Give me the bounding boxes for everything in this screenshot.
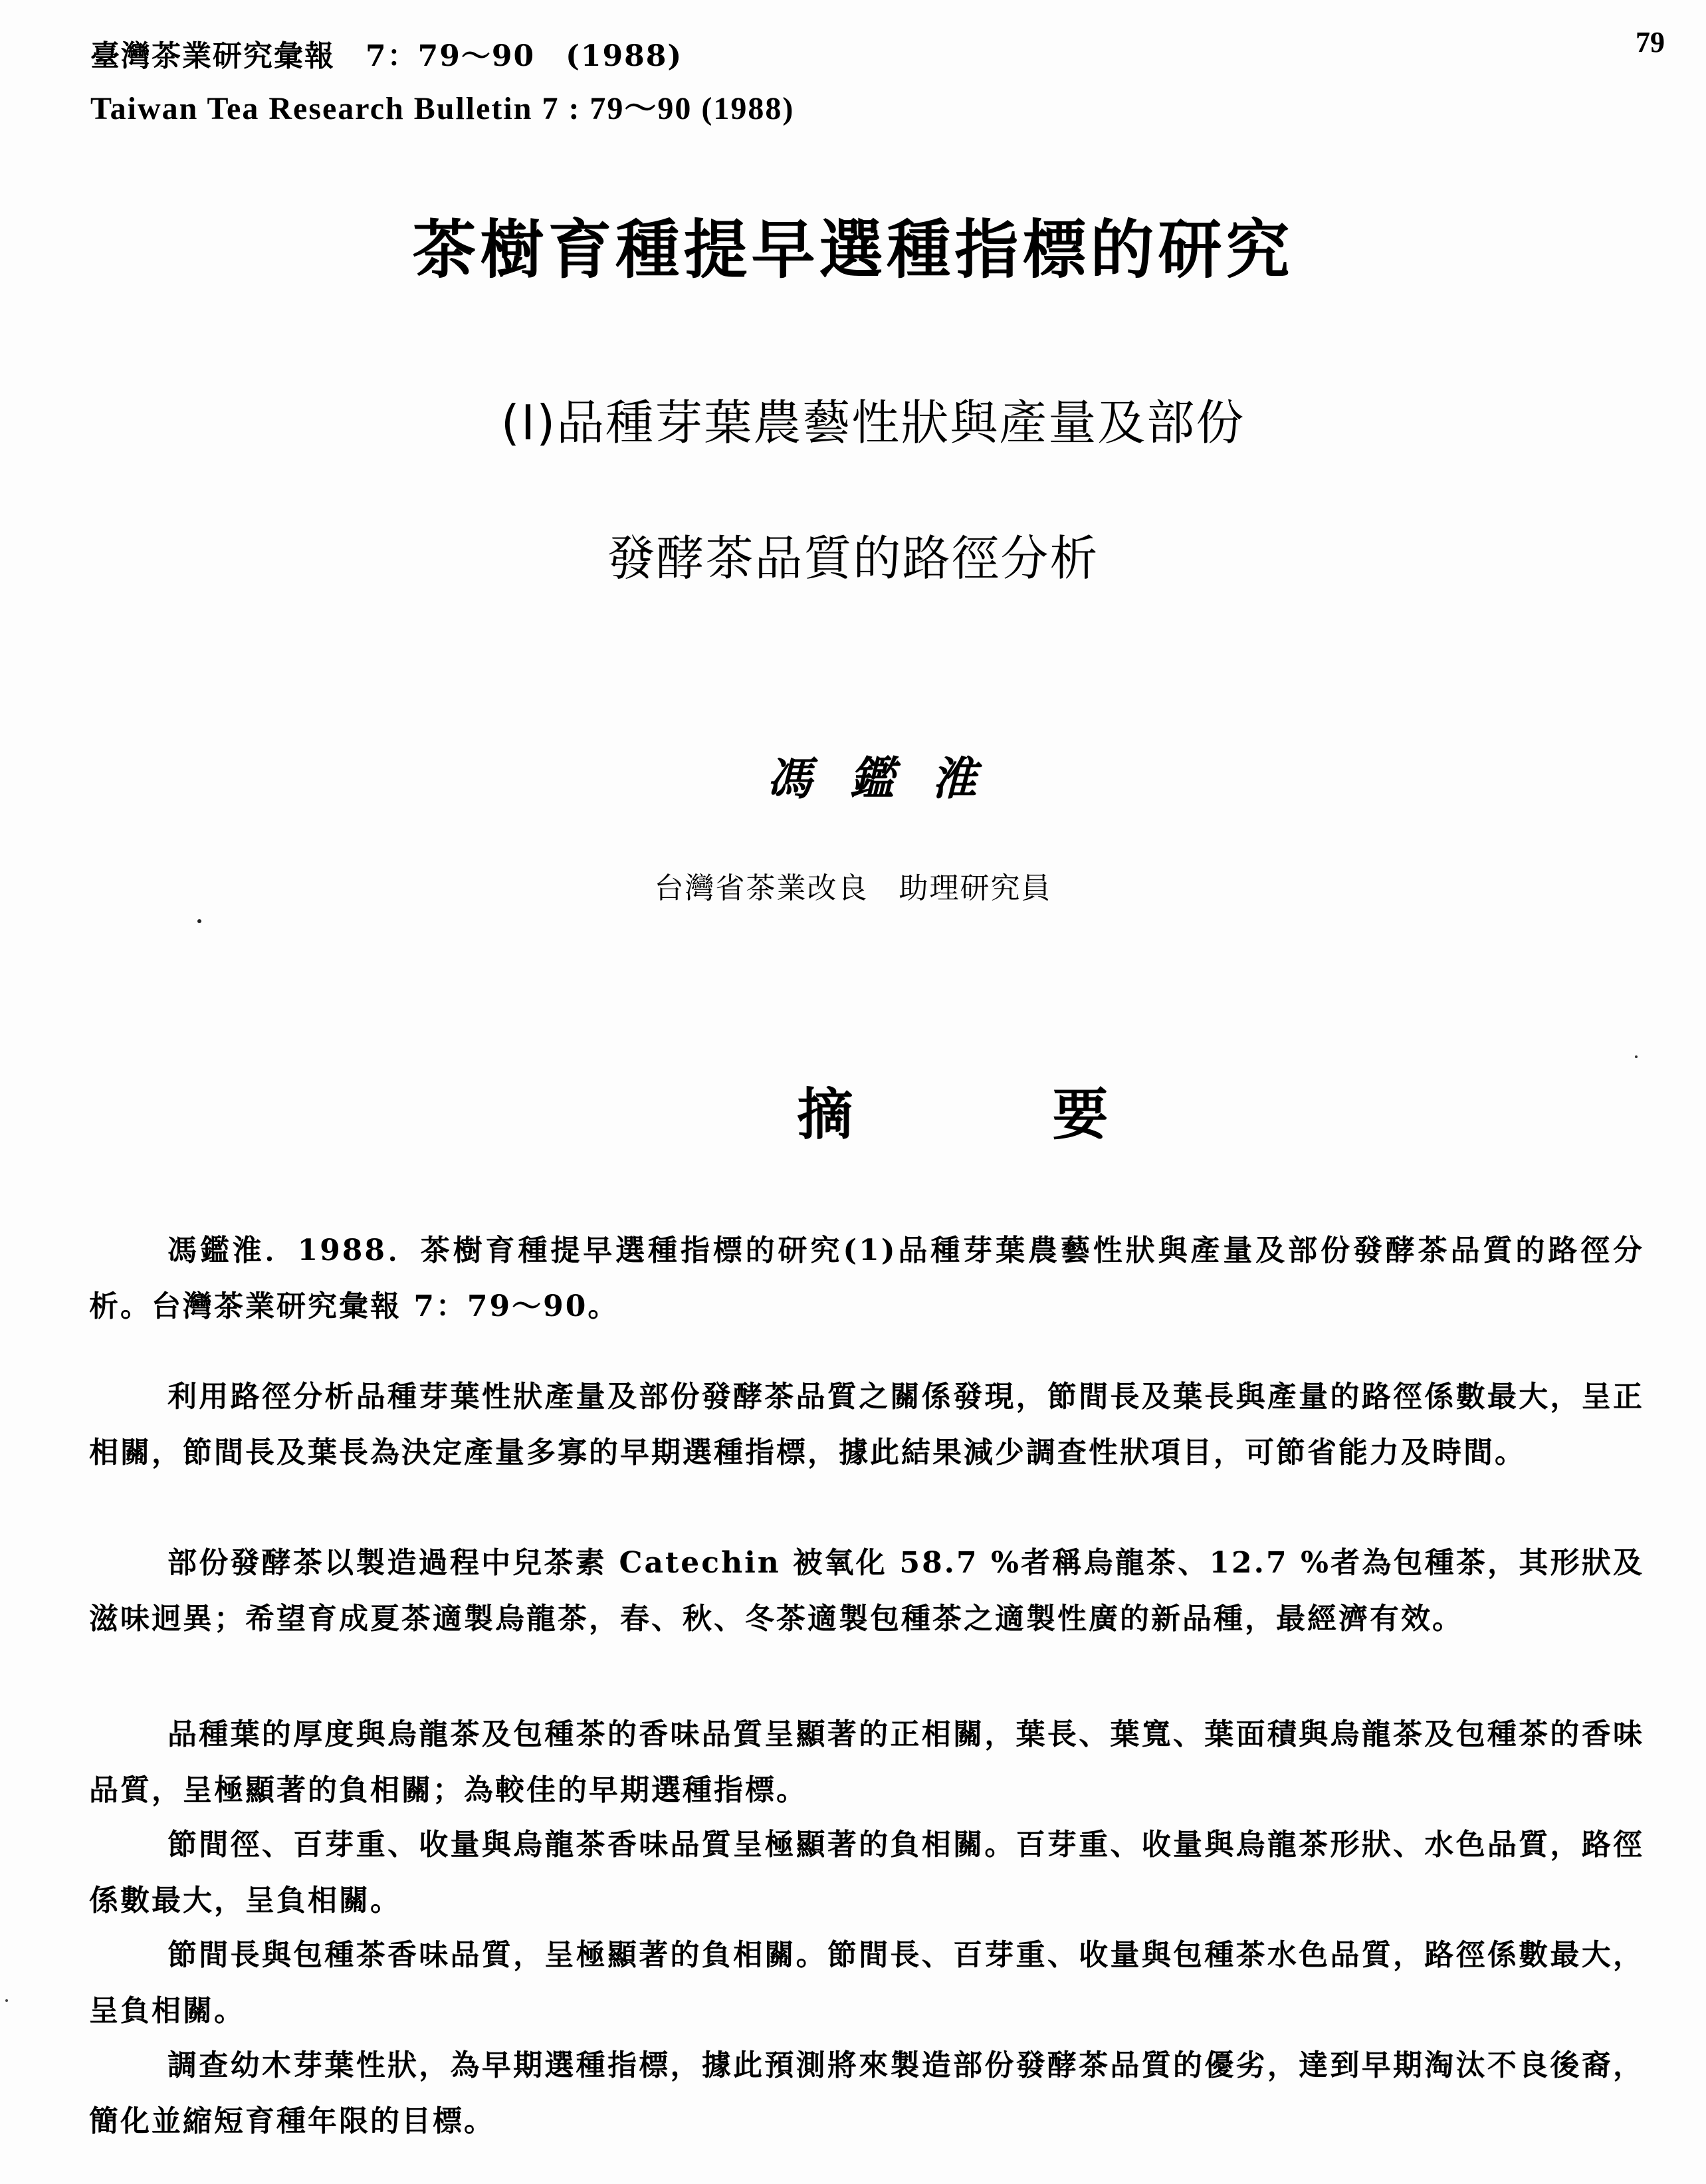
scan-speck bbox=[1635, 1055, 1638, 1058]
author-name: 馮鑑淮 bbox=[766, 752, 1014, 806]
paragraph-text: 節間徑、百芽重、收量與烏龍茶香味品質呈極顯著的負相關。百芽重、收量與烏龍茶形狀、水色品質，路徑係數最大，呈負相關。 bbox=[89, 1828, 1644, 1917]
journal-header-english: Taiwan Tea Research Bulletin 7 : 79～90 (1988) bbox=[90, 91, 795, 126]
citation-text: 馮鑑淮．1988．茶樹育種提早選種指標的研究(1)品種芽葉農藝性狀與產量及部份發酵茶品質的路徑分析。台灣茶業研究彙報 7：79～90。 bbox=[89, 1234, 1644, 1323]
paragraph-text: 調查幼木芽葉性狀，為早期選種指標，據此預測將來製造部份發酵茶品質的優劣，達到早期淘汰不良後裔，簡化並縮短育種年限的目標。 bbox=[89, 2048, 1644, 2138]
paragraph-text: 節間長與包種茶香味品質，呈極顯著的負相關。節間長、百芽重、收量與包種茶水色品質，路徑係數最大，呈負相關。 bbox=[89, 1938, 1644, 2028]
journal-header-chinese: 臺灣茶業研究彙報 7：79～90 (1988) bbox=[90, 39, 683, 73]
paragraph-text: 利用路徑分析品種芽葉性狀產量及部份發酵茶品質之關係發現，節間長及葉長與產量的路徑係數最大，呈正相關，節間長及葉長為決定產量多寡的早期選種指標，據此結果減少調查性狀項目，可節省能力及時間。 bbox=[89, 1380, 1644, 1470]
scan-speck bbox=[197, 919, 201, 923]
abstract-heading: 摘要 bbox=[797, 1081, 1308, 1147]
paragraph-text: 部份發酵茶以製造過程中兒茶素 Catechin 被氧化 58.7 %者稱烏龍茶、12.7 %者為包種茶，其形狀及滋味迥異；希望育成夏茶適製烏龍茶，春、秋、冬茶適製包種茶之適製性廣的新品種，最經濟有效。 bbox=[89, 1546, 1644, 1636]
author-affiliation: 台灣省茶業改良 助理研究員 bbox=[654, 871, 1052, 905]
page-number: 79 bbox=[1636, 26, 1665, 58]
paper-title: 茶樹育種提早選種指標的研究 bbox=[412, 212, 1294, 287]
scan-speck bbox=[5, 1999, 8, 2002]
paper-subtitle-line-2: 發酵茶品質的路徑分析 bbox=[607, 530, 1099, 586]
paper-subtitle-line-1: (Ⅰ)品種芽葉農藝性狀與產量及部份 bbox=[500, 395, 1245, 451]
paragraph-text: 品種葉的厚度與烏龍茶及包種茶的香味品質呈顯著的正相關，葉長、葉寬、葉面積與烏龍茶及包種茶的香味品質，呈極顯著的負相關；為較佳的早期選種指標。 bbox=[89, 1717, 1644, 1807]
